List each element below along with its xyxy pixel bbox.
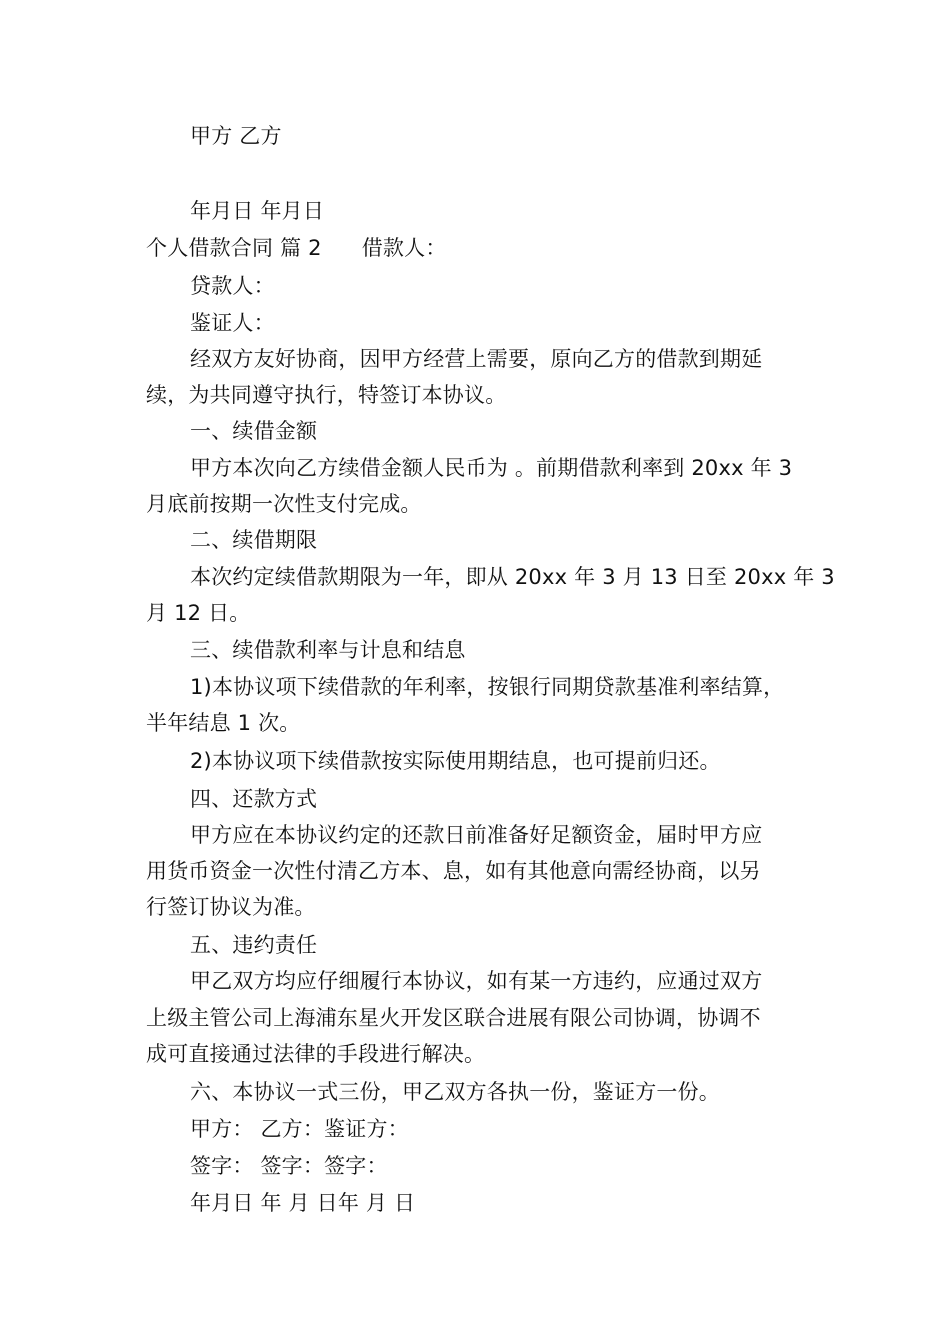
section3-item1-line-2: 半年结息 1 次。 — [146, 711, 301, 735]
signature-sign: 签字： 签字：签字： — [190, 1154, 388, 1178]
section5-line-2: 上级主管公司上海浦东星火开发区联合进展有限公司协调，协调不 — [146, 1006, 761, 1030]
section3-heading: 三、续借款利率与计息和结息 — [190, 638, 466, 662]
title-line — [146, 235, 826, 261]
section6-heading: 六、本协议一式三份，甲乙双方各执一份，鉴证方一份。 — [190, 1080, 720, 1104]
section2-line-1: 本次约定续借款期限为一年，即从 20xx 年 3 月 13 日至 20xx 年 3 — [190, 565, 835, 589]
contract-title: 个人借款合同 篇 2 — [146, 236, 322, 260]
section2-line-2: 月 12 日。 — [146, 601, 251, 625]
lender-label: 贷款人： — [190, 274, 275, 298]
top-signature-dates: 年月日 年月日 — [190, 199, 325, 223]
section4-heading: 四、还款方式 — [190, 787, 318, 811]
section5-line-3: 成可直接通过法律的手段进行解决。 — [146, 1042, 486, 1066]
section5-heading: 五、违约责任 — [190, 933, 318, 957]
section5-line-1: 甲乙双方均应仔细履行本协议，如有某一方违约，应通过双方 — [190, 969, 763, 993]
section3-item2: 2)本协议项下续借款按实际使用期结息，也可提前归还。 — [190, 749, 721, 773]
signature-dates: 年月日 年 月 日年 月 日 — [190, 1191, 416, 1215]
section4-line-2: 用货币资金一次性付清乙方本、息，如有其他意向需经协商，以另 — [146, 859, 761, 883]
witness-label: 鉴证人： — [190, 311, 275, 335]
section1-heading: 一、续借金额 — [190, 419, 318, 443]
intro-line-1: 经双方友好协商，因甲方经营上需要，原向乙方的借款到期延 — [190, 347, 763, 371]
section2-heading: 二、续借期限 — [190, 528, 318, 552]
section4-line-3: 行签订协议为准。 — [146, 895, 316, 919]
signature-parties: 甲方： 乙方：鉴证方： — [190, 1117, 409, 1141]
section1-line-1: 甲方本次向乙方续借金额人民币为 。前期借款利率到 20xx 年 3 — [190, 456, 793, 480]
borrower-label: 借款人： — [361, 236, 447, 260]
section4-line-1: 甲方应在本协议约定的还款日前准备好足额资金，届时甲方应 — [190, 823, 763, 847]
top-signature-parties: 甲方 乙方 — [190, 124, 282, 148]
section3-item1-line-1: 1)本协议项下续借款的年利率，按银行同期贷款基准利率结算， — [190, 675, 785, 699]
intro-line-2: 续，为共同遵守执行，特签订本协议。 — [146, 383, 507, 407]
section1-line-2: 月底前按期一次性支付完成。 — [146, 492, 422, 516]
